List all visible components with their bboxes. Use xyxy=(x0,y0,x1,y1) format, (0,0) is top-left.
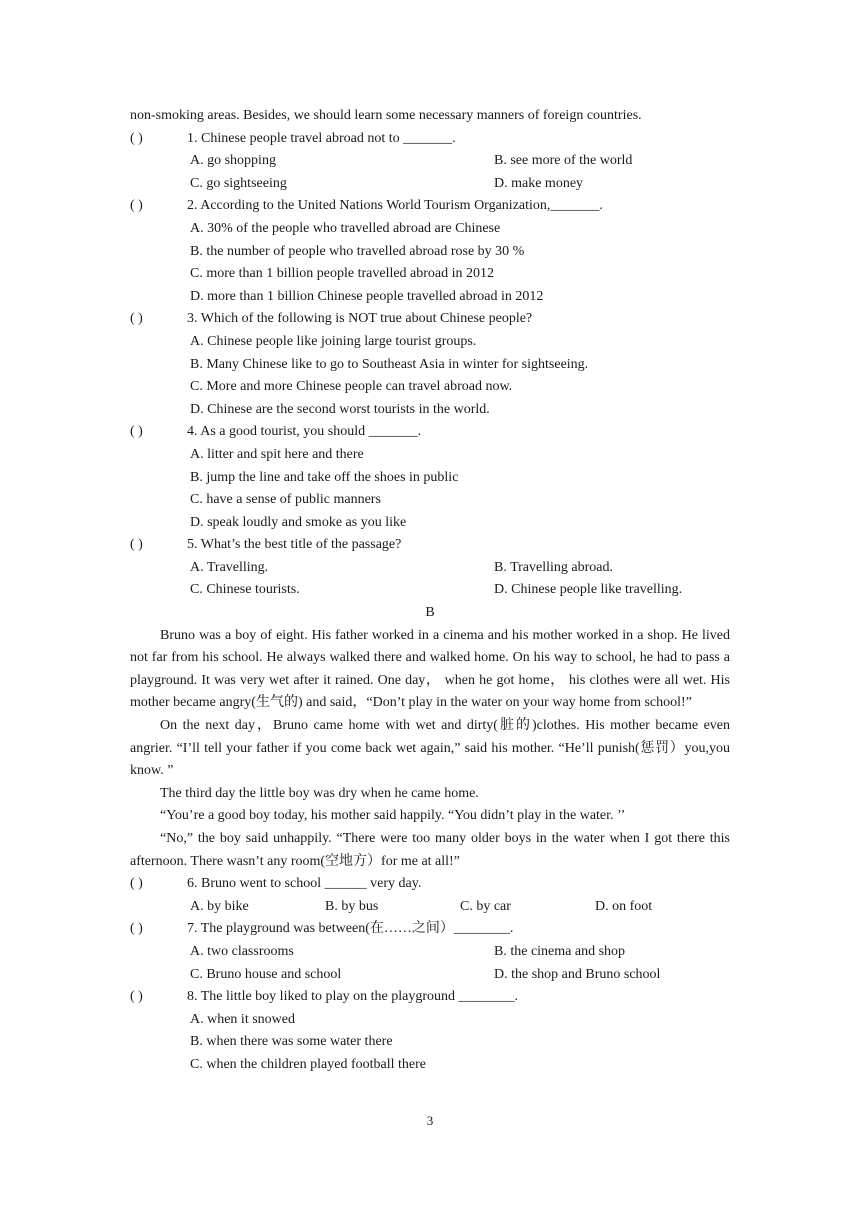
options-row xyxy=(130,964,730,987)
option-b: B. jump the line and take off the shoes in public xyxy=(190,469,459,485)
option-b: B. see more of the world xyxy=(494,153,633,169)
question-4 xyxy=(130,421,730,444)
page-content xyxy=(130,105,730,1077)
answer-blank[interactable]: ( ) xyxy=(130,198,143,214)
question-5 xyxy=(130,534,730,557)
passage-paragraph xyxy=(130,783,730,806)
question-8 xyxy=(130,986,730,1009)
question-stem: 6. Bruno went to school ______ very day. xyxy=(187,876,422,892)
question-stem: 2. According to the United Nations World Tourism Organization,_______. xyxy=(187,198,603,214)
options-row xyxy=(130,941,730,964)
intro-tail: non-smoking areas. Besides, we should learn some necessary manners of foreign countries. xyxy=(130,108,642,123)
answer-blank[interactable]: ( ) xyxy=(130,921,143,937)
paragraph-text: “You’re a good boy today, his mother said happily. “You didn’t play in the water. ’’ xyxy=(160,808,626,824)
question-stem: 1. Chinese people travel abroad not to _______. xyxy=(187,130,456,146)
option-d: D. on foot xyxy=(595,898,653,914)
options-row xyxy=(130,579,730,602)
passage-paragraph xyxy=(130,625,730,715)
paragraph-text: On the next day，Bruno came home with wet and dirty(脏的)clothes. His mother became even angrier. “I’ll tell your father if you come back wet again,” said his mother. “He’ll punish(惩罚）you,you know. ” xyxy=(130,718,730,779)
question-7 xyxy=(130,918,730,941)
answer-blank[interactable]: ( ) xyxy=(130,537,143,553)
passage-paragraph xyxy=(130,828,730,873)
passage-paragraph xyxy=(130,805,730,828)
paragraph-text: The third day the little boy was dry when he came home. xyxy=(160,785,479,801)
option-d: D. make money xyxy=(494,175,584,191)
answer-blank[interactable]: ( ) xyxy=(130,989,143,1005)
option-a: A. when it snowed xyxy=(190,1011,295,1027)
paragraph-text: Bruno was a boy of eight. His father worked in a cinema and his mother worked in a shop. He lived not far from his school. He always walked there and walked home. On his way to school, he had to pass a playground. It was very wet after it rained. One day， when he got home， his clothes were all wet. His mother became angry(生气的) and said，“Don’t play in the water on your way home from school!” xyxy=(130,627,730,711)
option-b: B. Travelling abroad. xyxy=(494,559,613,575)
option-c: C. when the children played football there xyxy=(190,1056,426,1072)
option-a: A. by bike xyxy=(190,898,249,914)
option-d: D. the shop and Bruno school xyxy=(494,966,661,982)
option-d: D. speak loudly and smoke as you like xyxy=(190,514,407,530)
option-a: A. 30% of the people who travelled abroad are Chinese xyxy=(190,220,501,236)
question-stem: 8. The little boy liked to play on the playground ________. xyxy=(187,989,519,1005)
answer-blank[interactable]: ( ) xyxy=(130,130,143,146)
option-b: B. by bus xyxy=(325,898,379,914)
option-b: B. the number of people who travelled abroad rose by 30 % xyxy=(190,243,525,259)
option-a: A. two classrooms xyxy=(190,943,294,959)
option-d: D. Chinese are the second worst tourists in the world. xyxy=(190,401,490,417)
option-c: C. go sightseeing xyxy=(190,175,287,191)
page-number: 3 xyxy=(426,1113,434,1128)
option-c: C. More and more Chinese people can travel abroad now. xyxy=(190,379,513,395)
question-6 xyxy=(130,873,730,896)
answer-blank[interactable]: ( ) xyxy=(130,311,143,327)
option-c: C. by car xyxy=(460,898,511,914)
option-b: B. when there was some water there xyxy=(190,1034,393,1050)
question-3 xyxy=(130,308,730,331)
section-heading: B xyxy=(425,605,435,621)
option-b: B. the cinema and shop xyxy=(494,943,626,959)
question-stem: 3. Which of the following is NOT true about Chinese people? xyxy=(187,311,533,327)
option-a: A. litter and spit here and there xyxy=(190,446,364,462)
option-b: B. Many Chinese like to go to Southeast Asia in winter for sightseeing. xyxy=(190,356,589,372)
option-a: A. Travelling. xyxy=(190,559,269,575)
question-stem: 4. As a good tourist, you should _______. xyxy=(187,424,422,440)
option-c: C. more than 1 billion people travelled abroad in 2012 xyxy=(190,266,495,282)
passage-paragraph xyxy=(130,715,730,783)
question-2 xyxy=(130,195,730,218)
option-c: C. have a sense of public manners xyxy=(190,492,381,508)
option-c: C. Chinese tourists. xyxy=(190,582,300,598)
options-row xyxy=(130,896,730,919)
option-a: A. go shopping xyxy=(190,153,276,169)
question-stem: 7. The playground was between(在……之间）________. xyxy=(187,921,514,937)
options-row xyxy=(130,173,730,196)
question-stem: 5. What’s the best title of the passage? xyxy=(187,537,402,553)
question-1 xyxy=(130,128,730,151)
option-c: C. Bruno house and school xyxy=(190,966,342,982)
option-d: D. Chinese people like travelling. xyxy=(494,582,683,598)
answer-blank[interactable]: ( ) xyxy=(130,876,143,892)
options-row xyxy=(130,557,730,580)
options-row xyxy=(130,150,730,173)
answer-blank[interactable]: ( ) xyxy=(130,424,143,440)
option-a: A. Chinese people like joining large tourist groups. xyxy=(190,333,477,349)
option-d: D. more than 1 billion Chinese people travelled abroad in 2012 xyxy=(190,288,544,304)
paragraph-text: “No,” the boy said unhappily. “There were too many older boys in the water when I got there this afternoon. There wasn’t any room(空地方）for me at all!” xyxy=(130,831,730,869)
